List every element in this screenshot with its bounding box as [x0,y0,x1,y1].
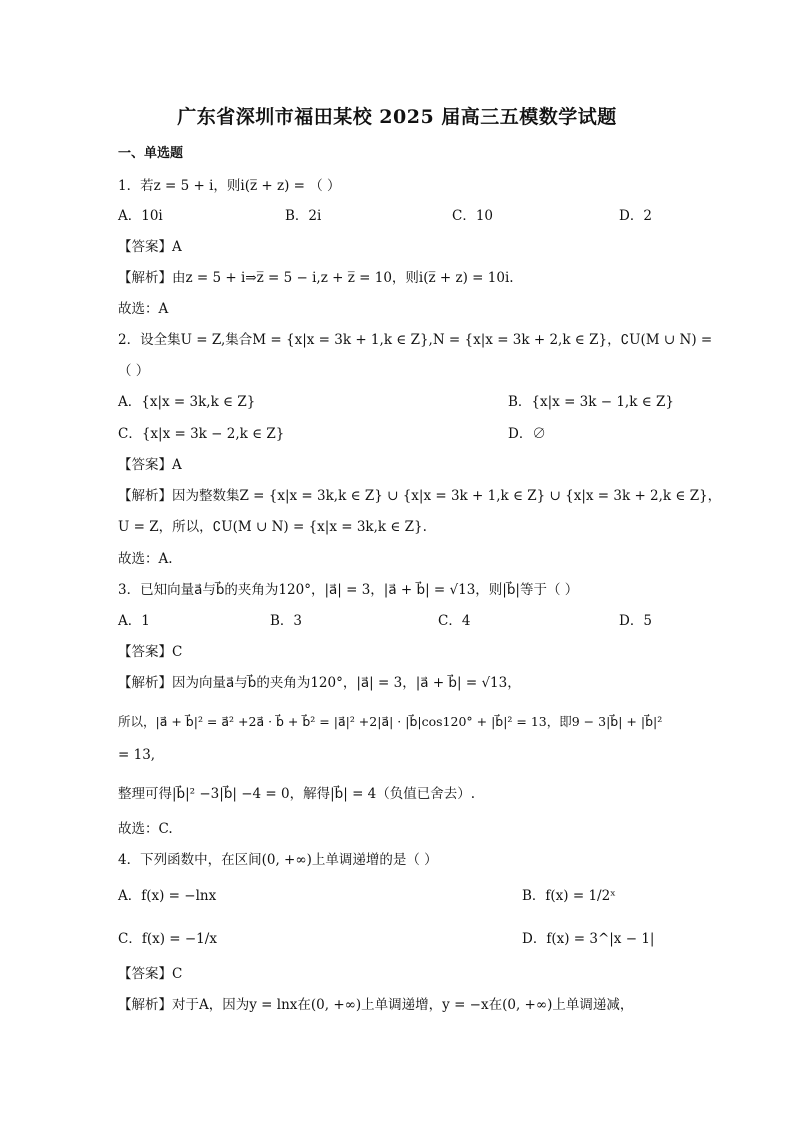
question-1-stem: 1．若z = 5 + i，则i(z̅ + z) = （ ） [118,178,341,194]
q1-option-c: C．10 [452,208,494,224]
q3-analysis: 【解析】因为向量a⃗与b⃗的夹角为120°，|a⃗| = 3，|a⃗ + b⃗| = √13， [118,675,521,691]
q4-option-c: C．f(x) = −1/x [118,931,217,947]
q3-analysis-2: 所以，|a⃗ + b⃗|² = a⃗² +2a⃗ · b⃗ + b⃗² = |a⃗|² +2|a⃗| · |b⃗|cos120° + |b⃗|² = 13，即9 − 3|b⃗| + |b⃗|² [118,714,663,729]
q2-conclusion: 故选：A. [118,551,173,567]
q1-option-d: D．2 [619,208,652,224]
q3-option-b: B．3 [270,613,303,629]
document-title: 广东省深圳市福田某校 2025 届高三五模数学试题 [177,106,617,128]
q2-analysis: 【解析】因为整数集Z = {x|x = 3k,k ∈ Z} ∪ {x|x = 3k + 1,k ∈ Z} ∪ {x|x = 3k + 2,k ∈ Z}， [118,488,722,504]
q2-analysis-cont: U = Z，所以，∁U(M ∪ N) = {x|x = 3k,k ∈ Z}. [118,519,427,535]
q3-option-d: D．5 [619,613,652,629]
question-2-stem: 2．设全集U = Z,集合M = {x|x = 3k + 1,k ∈ Z},N = {x|x = 3k + 2,k ∈ Z}，∁U(M ∪ N) = [118,332,713,348]
q1-analysis: 【解析】由z = 5 + i⇒z̅ = 5 − i,z + z̅ = 10，则i(z̅ + z) = 10i. [118,270,514,286]
q3-answer: 【答案】C [118,644,183,660]
q3-option-a: A．1 [118,613,150,629]
q4-option-b: B．f(x) = 1/2ˣ [522,888,616,904]
q1-conclusion: 故选：A [118,301,169,317]
q2-option-b: B．{x|x = 3k − 1,k ∈ Z} [508,394,674,410]
q1-answer: 【答案】A [118,239,182,255]
question-2-stem-cont: （ ） [118,363,150,379]
question-3-stem: 3．已知向量a⃗与b⃗的夹角为120°，|a⃗| = 3，|a⃗ + b⃗| = √13，则|b⃗|等于（ ） [118,582,579,598]
q1-option-a: A．10i [118,208,163,224]
q4-option-d: D．f(x) = 3^|x − 1| [522,931,655,947]
question-4-stem: 4．下列函数中，在区间(0, +∞)上单调递增的是（ ） [118,852,438,868]
q3-option-c: C．4 [438,613,471,629]
q3-analysis-3: = 13, [118,747,156,763]
q3-conclusion: 故选：C. [118,821,173,837]
q1-option-b: B．2i [285,208,322,224]
q2-answer: 【答案】A [118,457,182,473]
section-heading: 一、单选题 [118,146,184,161]
q2-option-a: A．{x|x = 3k,k ∈ Z} [118,394,256,410]
q3-analysis-4: 整理可得|b⃗|² −3|b⃗| −4 = 0，解得|b⃗| = 4（负值已舍去）. [118,786,476,802]
q4-answer: 【答案】C [118,966,183,982]
q4-analysis: 【解析】对于A，因为y = lnx在(0, +∞)上单调递增，y = −x在(0, +∞)上单调递减， [118,997,634,1013]
q4-option-a: A．f(x) = −lnx [118,888,217,904]
q2-option-c: C．{x|x = 3k − 2,k ∈ Z} [118,426,285,442]
q2-option-d: D．∅ [508,426,546,442]
